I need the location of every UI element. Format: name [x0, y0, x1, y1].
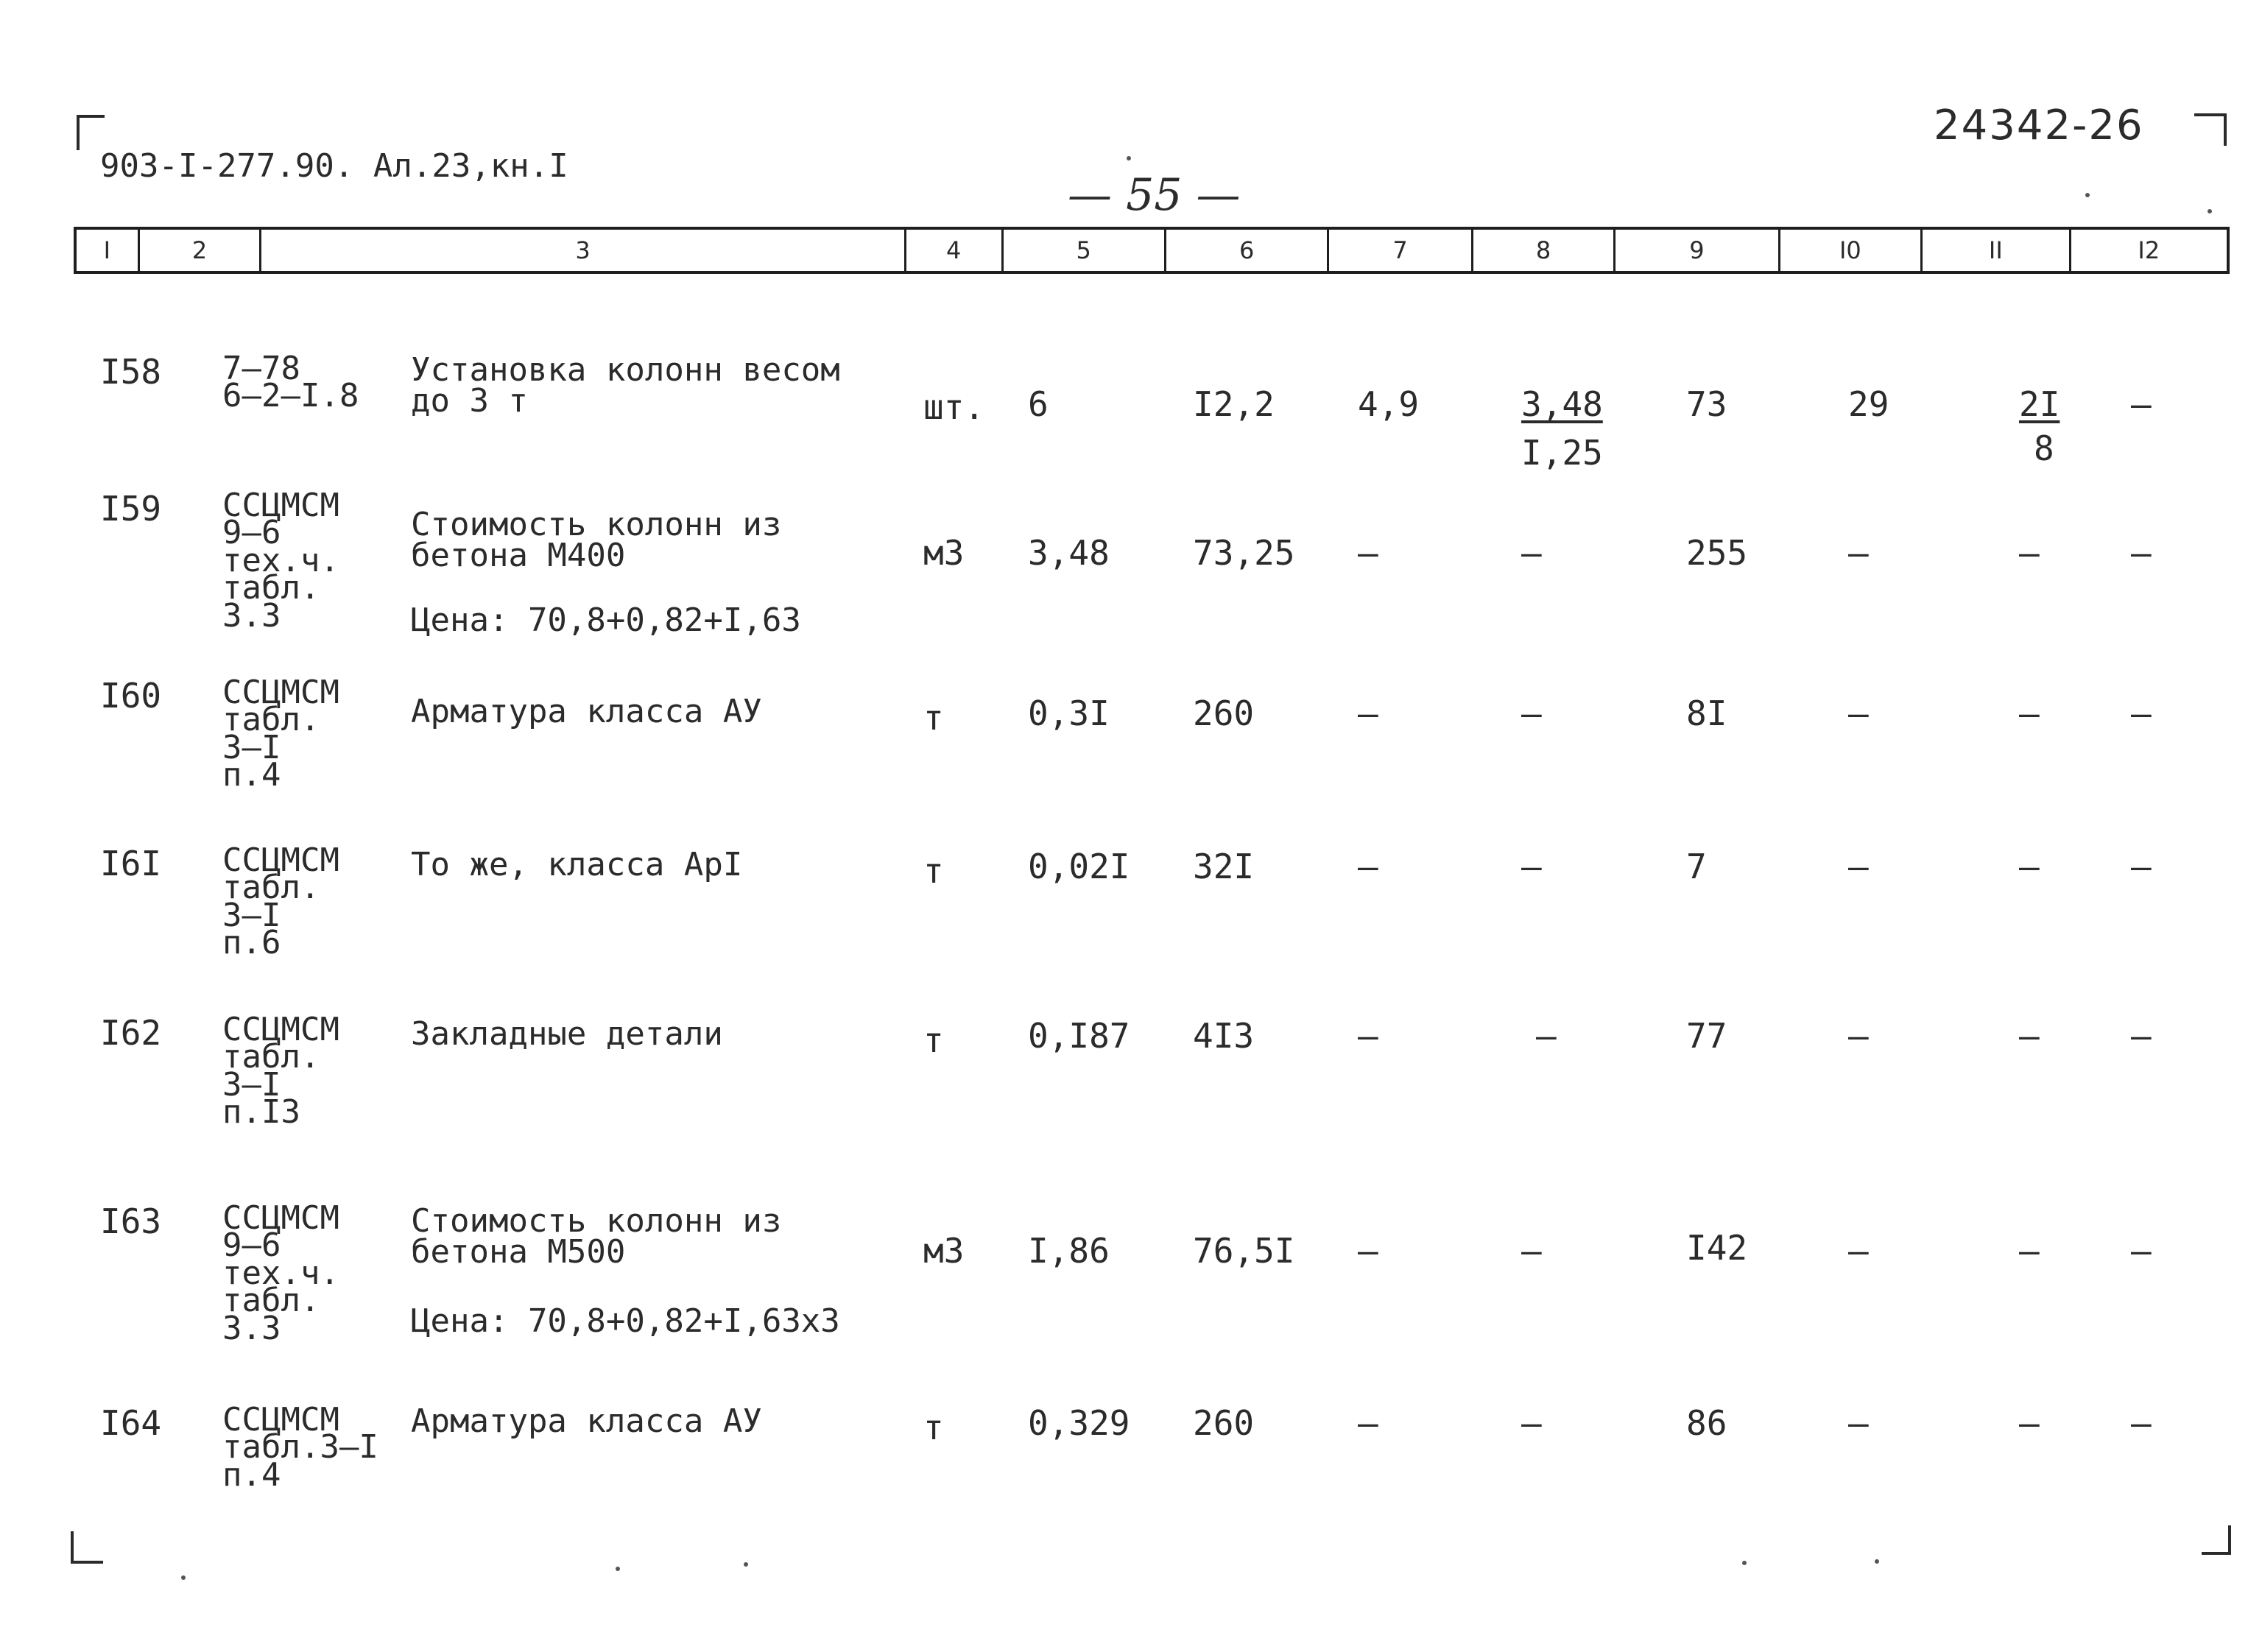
col-8-subvalue: I,25 [1521, 433, 1603, 473]
norm-reference: ССЦМСМ 9–6 тех.ч. табл. 3.3 [222, 487, 339, 635]
corner-mark-top-left [77, 115, 105, 150]
col-12-value: – [2131, 847, 2152, 886]
unit: т [923, 698, 944, 738]
scan-speck [1742, 1561, 1747, 1565]
total-cost: 73 [1686, 384, 1727, 424]
col-12-value: – [2131, 533, 2152, 573]
scan-speck [181, 1575, 186, 1580]
col-12-value: – [2131, 1016, 2152, 1056]
scan-speck [2208, 209, 2212, 213]
column-number: I0 [1780, 230, 1923, 271]
row-number: I64 [100, 1403, 162, 1443]
col-8-value: 3,48 [1521, 384, 1603, 424]
corner-mark-top-right [2194, 113, 2227, 146]
work-name: То же, класса АрI [411, 846, 743, 883]
col-10-value: – [1848, 693, 1869, 733]
row-number: I58 [100, 352, 162, 392]
row-number: I63 [100, 1201, 162, 1241]
col-12-value: – [2131, 1403, 2152, 1443]
unit: т [923, 1408, 944, 1447]
quantity: 3,48 [1028, 533, 1110, 573]
col-7-value: – [1358, 1403, 1378, 1443]
unit-price: 4I3 [1193, 1016, 1255, 1056]
column-number: I [77, 230, 140, 271]
total-cost: 86 [1686, 1403, 1727, 1443]
col-11-value: 2I [2019, 384, 2060, 424]
col-8-value: – [1521, 847, 1542, 886]
total-cost: I42 [1686, 1228, 1748, 1268]
unit: т [923, 1020, 944, 1060]
col-12-value: – [2131, 1231, 2152, 1271]
quantity: 0,02I [1028, 847, 1130, 886]
row-number: I62 [100, 1013, 162, 1053]
work-name: Стоимость колонн из бетона М400 [411, 506, 782, 574]
scan-speck [2085, 193, 2090, 197]
norm-reference: ССЦМСМ табл. 3–I п.I3 [222, 1011, 339, 1132]
unit-price: 260 [1193, 1403, 1255, 1443]
col-8-value: – [1521, 693, 1542, 733]
col-8-value: – [1521, 1231, 1542, 1271]
work-name: Арматура класса АУ [411, 693, 762, 730]
col-7-value: – [1358, 533, 1378, 573]
quantity: 0,329 [1028, 1403, 1130, 1443]
work-name: Стоимость колонн из бетона М500 [411, 1202, 782, 1271]
column-number: 5 [1004, 230, 1166, 271]
row-number: I60 [100, 676, 162, 716]
page-number: — 55 — [1068, 169, 1241, 221]
col-10-value: – [1848, 1403, 1869, 1443]
col-11-value: – [2019, 693, 2040, 733]
column-number: II [1923, 230, 2071, 271]
norm-reference: ССЦМСМ табл.3–I п.4 [222, 1401, 378, 1494]
quantity: 6 [1028, 384, 1049, 424]
col-7-value: – [1358, 693, 1378, 733]
col-10-value: – [1848, 533, 1869, 573]
norm-reference: 7–78 6–2–I.8 [222, 350, 359, 415]
total-cost: 255 [1686, 533, 1748, 573]
corner-mark-bottom-right [2202, 1525, 2231, 1555]
col-11-value: – [2019, 1403, 2040, 1443]
scan-speck [1127, 156, 1131, 160]
unit: шт. [923, 387, 985, 427]
unit: м3 [923, 533, 965, 573]
column-number: 9 [1616, 230, 1780, 271]
col-7-value: 4,9 [1358, 384, 1420, 424]
col-10-value: – [1848, 1016, 1869, 1056]
quantity: 0,3I [1028, 693, 1110, 733]
column-number: 2 [140, 230, 262, 271]
scan-speck [744, 1562, 748, 1567]
col-8-value: – [1536, 1016, 1557, 1056]
price-formula: Цена: 70,8+0,82+I,63х3 [411, 1302, 840, 1340]
column-number-header [74, 227, 2230, 274]
unit-price: 260 [1193, 693, 1255, 733]
quantity: 0,I87 [1028, 1016, 1130, 1056]
col-11-value: – [2019, 1016, 2040, 1056]
total-cost: 8I [1686, 693, 1727, 733]
col-7-value: – [1358, 847, 1378, 886]
col-12-value: – [2131, 384, 2152, 424]
norm-reference: ССЦМСМ табл. 3–I п.6 [222, 841, 339, 962]
col-11-value: – [2019, 1231, 2040, 1271]
col-8-value: – [1521, 1403, 1542, 1443]
col-11-value: – [2019, 533, 2040, 573]
work-name: Установка колонн весом до 3 т [411, 351, 840, 420]
work-name: Закладные детали [411, 1015, 723, 1053]
document-code: 903-I-277.90. Ал.23,кн.I [100, 147, 568, 185]
work-name: Арматура класса АУ [411, 1402, 762, 1440]
corner-mark-bottom-left [71, 1531, 103, 1564]
unit: м3 [923, 1231, 965, 1271]
column-number: I2 [2138, 236, 2160, 264]
scan-speck [1875, 1559, 1879, 1564]
norm-reference: ССЦМСМ табл. 3–I п.4 [222, 674, 339, 794]
quantity: I,86 [1028, 1231, 1110, 1271]
col-7-value: – [1358, 1016, 1378, 1056]
column-number: 6 [1166, 230, 1329, 271]
column-number: 3 [261, 230, 906, 271]
column-number: 8 [1473, 230, 1616, 271]
col-11-value: – [2019, 847, 2040, 886]
column-number: 7 [1329, 230, 1473, 271]
total-cost: 77 [1686, 1016, 1727, 1056]
column-number: 4 [906, 230, 1004, 271]
col-7-value: – [1358, 1231, 1378, 1271]
col-8-value: – [1521, 533, 1542, 573]
row-number: I59 [100, 489, 162, 529]
unit-price: 76,5I [1193, 1231, 1295, 1271]
unit-price: 73,25 [1193, 533, 1295, 573]
price-formula: Цена: 70,8+0,82+I,63 [411, 601, 801, 639]
unit: т [923, 851, 944, 891]
col-10-value: 29 [1848, 384, 1889, 424]
col-10-value: – [1848, 847, 1869, 886]
unit-price: I2,2 [1193, 384, 1275, 424]
scan-speck [616, 1567, 620, 1571]
row-number: I6I [100, 844, 162, 883]
norm-reference: ССЦМСМ 9–6 тех.ч. табл. 3.3 [222, 1199, 339, 1347]
unit-price: 32I [1193, 847, 1255, 886]
col-11-subvalue: 8 [2034, 428, 2054, 468]
inventory-number: 24342-26 [1934, 102, 2144, 149]
col-10-value: – [1848, 1231, 1869, 1271]
col-12-value: – [2131, 693, 2152, 733]
total-cost: 7 [1686, 847, 1707, 886]
